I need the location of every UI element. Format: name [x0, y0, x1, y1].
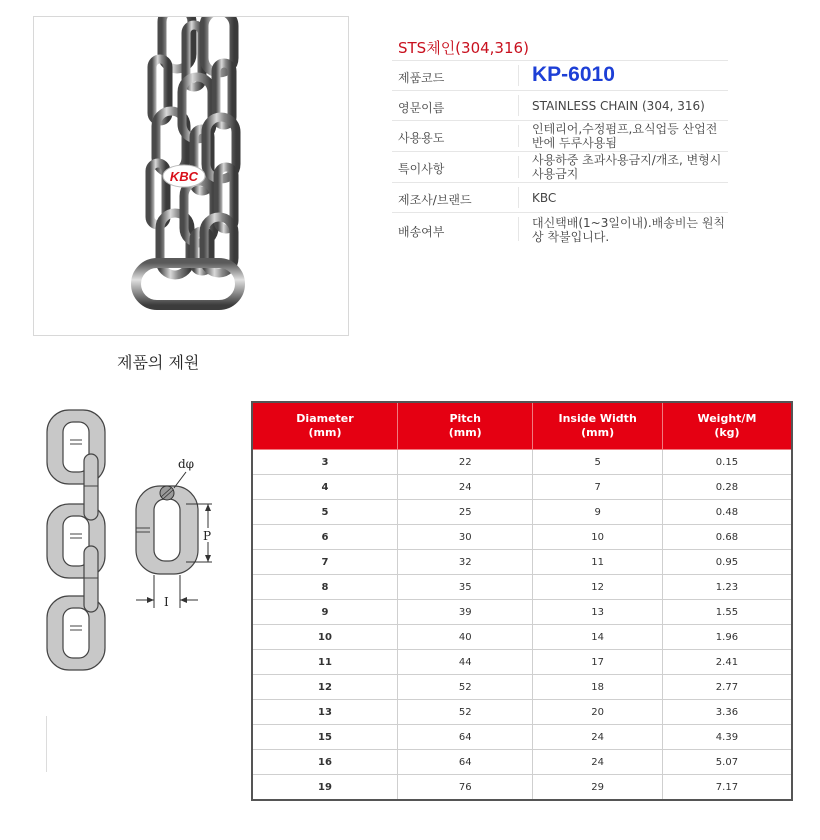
- table-row: 11 44 17 2.41: [252, 650, 792, 675]
- table-row: 5 25 9 0.48: [252, 500, 792, 525]
- table-row: 8 35 12 1.23: [252, 575, 792, 600]
- chain-dimension-diagram: [40, 400, 240, 700]
- spec-row-notes: [392, 151, 728, 182]
- spec-label: 제품코드: [398, 71, 445, 85]
- spec-table: [251, 401, 793, 801]
- header-inside-width: Inside Width (mm): [533, 402, 662, 450]
- chain-photo-image: [34, 17, 348, 335]
- kbc-badge: [163, 165, 205, 187]
- table-row: 10 40 14 1.96: [252, 625, 792, 650]
- spec-value: 대신택배(1~3일이내).배송비는 원칙상 착불입니다.: [532, 216, 726, 244]
- spec-list: [392, 60, 728, 245]
- spec-value: 사용하중 초과사용금지/개조, 변형시 사용금지: [532, 153, 722, 181]
- chain-diagram-graphic: [40, 400, 240, 700]
- spec-row-usage: [392, 120, 728, 151]
- spec-label: 제조사/브랜드: [398, 193, 472, 207]
- label-inside-width: I: [164, 595, 169, 609]
- header-diameter: Diameter (mm): [252, 402, 398, 450]
- product-code: KP-6010: [532, 63, 615, 86]
- spec-label: 사용용도: [398, 131, 445, 145]
- table-row: 9 39 13 1.55: [252, 600, 792, 625]
- header-pitch: Pitch (mm): [398, 402, 533, 450]
- table-row: 7 32 11 0.95: [252, 550, 792, 575]
- table-row: 3 22 5 0.15: [252, 450, 792, 475]
- spec-row-english-name: [392, 90, 728, 120]
- spec-label: 영문이름: [398, 101, 445, 115]
- header-weight: Weight/M (kg): [662, 402, 792, 450]
- table-header-row: [252, 402, 792, 450]
- spec-row-brand: [392, 182, 728, 212]
- product-photo: [33, 16, 349, 336]
- label-diameter: dφ: [178, 457, 195, 471]
- spec-label: 배송여부: [398, 225, 445, 239]
- label-pitch: P: [203, 529, 212, 543]
- table-row: 12 52 18 2.77: [252, 675, 792, 700]
- table-row: 16 64 24 5.07: [252, 750, 792, 775]
- divider-line: [46, 716, 47, 772]
- table-row: 19 76 29 7.17: [252, 775, 792, 801]
- photo-caption: 제품의 제원: [117, 353, 200, 372]
- product-title: STS체인(304,316): [398, 39, 529, 57]
- table-row: 6 30 10 0.68: [252, 525, 792, 550]
- spec-value: KBC: [532, 191, 557, 205]
- spec-value: 인테리어,수정펌프,요식업등 산업전반에 두루사용됨: [532, 122, 718, 150]
- spec-value: STAINLESS CHAIN (304, 316): [532, 99, 705, 113]
- table-row: 4 24 7 0.28: [252, 475, 792, 500]
- svg-text:KBC: KBC: [169, 169, 199, 184]
- table-row: 13 52 20 3.36: [252, 700, 792, 725]
- spec-row-shipping: [392, 212, 728, 245]
- spec-label: 특이사항: [398, 162, 445, 176]
- spec-row-code: [392, 60, 728, 90]
- table-row: 15 64 24 4.39: [252, 725, 792, 750]
